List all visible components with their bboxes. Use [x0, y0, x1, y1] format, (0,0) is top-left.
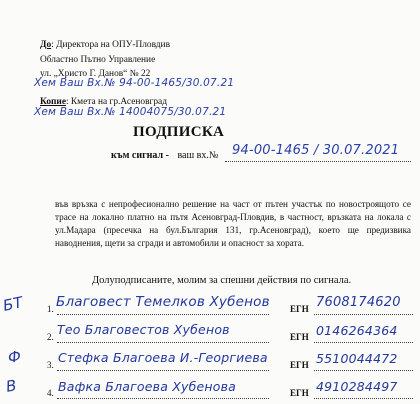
signature-name: Благовест Темелков Хубенов [56, 294, 270, 310]
document-title: ПОДПИСКА [133, 124, 225, 140]
handwritten-ref-1: Хем Ваш Вх.№ 94-00-1465/30.07.21 [34, 77, 235, 89]
signal-ref-dotline [225, 161, 411, 162]
egn-label: ЕГН [290, 332, 309, 342]
signature-number: 4. [47, 388, 54, 398]
egn-value: 4910284497 [316, 379, 398, 394]
egn-value: 0146264364 [316, 323, 398, 338]
to-label: До [40, 40, 52, 50]
signal-line [111, 150, 218, 161]
signal-handwritten-ref: 94-00-1465 / 30.07.2021 [232, 143, 400, 158]
signal-ref-label: ваш вх.№ [177, 150, 219, 161]
egn-dotline [314, 314, 413, 315]
egn-dotline [314, 342, 413, 343]
signature-name: Вафка Благоева Хубенова [58, 379, 237, 394]
signature-name: Тео Благовестов Хубенов [57, 322, 230, 337]
signature-dotline [57, 398, 269, 399]
signature-mark: В [4, 376, 18, 396]
signal-prefix: към сигнал - [111, 150, 169, 161]
signature-row [0, 318, 420, 344]
egn-label: ЕГН [290, 360, 309, 370]
signature-name: Стефка Благоева И.-Георгиева [58, 350, 268, 365]
signature-row [0, 374, 420, 400]
egn-label: ЕГН [290, 304, 309, 314]
signature-number: 3. [47, 360, 54, 370]
egn-dotline [314, 370, 413, 371]
egn-label: ЕГН [290, 388, 309, 398]
signature-row [0, 290, 420, 316]
egn-value: 5510044472 [316, 351, 398, 366]
to-text: : Директора на ОПУ-Пловдив [51, 40, 170, 50]
org-line: Областно Пътно Управление [40, 55, 156, 65]
signature-number: 1. [47, 304, 54, 314]
copy-text: : Кмета на гр.Асеновград [65, 97, 167, 107]
addressee-line [40, 40, 170, 51]
egn-dotline [314, 398, 413, 399]
copy-label: Копие [40, 97, 66, 107]
signature-mark: Ф [6, 347, 23, 367]
body-paragraph: във връзка с непрофесионално решение на част от пътен участък по новостроящото се трасе на локално платно на пътя Асеновград-Пловдив, в частност, връзката на локала с ул.Мадара (пресечка на бул.България 131, гр.Асеновград), което ще предизвика наводнения, щети за сгради и автомобили и опасност за хората. [55, 199, 411, 248]
handwritten-ref-2: Хем Ваш Вх.№ 14004075/30.07.21 [34, 106, 227, 118]
signature-mark: БТ [1, 293, 25, 315]
signature-dotline [57, 370, 269, 371]
signature-dotline [57, 314, 269, 315]
signature-dotline [57, 342, 269, 343]
egn-value: 7608174620 [316, 295, 401, 310]
signature-row [0, 346, 420, 372]
signature-number: 2. [47, 332, 54, 342]
request-line: Долуподписаните, молим за спешни действия по сигнала. [92, 275, 352, 286]
address-line: ул. „Христо Г. Данов“ № 22 [40, 69, 151, 79]
